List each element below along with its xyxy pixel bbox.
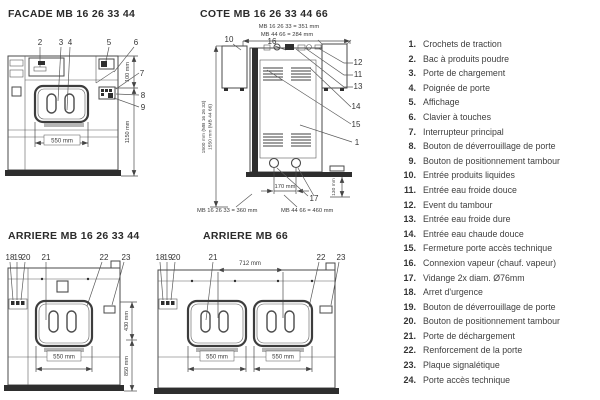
arriere-large-callout-20: 20: [171, 253, 181, 262]
legend-item-label: Event du tambour: [423, 199, 493, 210]
arriere-small-callout-21: 21: [41, 253, 51, 262]
legend-item: [398, 156, 598, 171]
arriere-large-door-spacing-text: 712 mm: [239, 261, 261, 267]
cote-top-dim-line2: MB 44 66 = 284 mm: [260, 32, 314, 38]
arriere-large-name-plate: [320, 306, 332, 313]
cote-bottom-dim-left: MB 16 26 33 = 360 mm: [197, 208, 258, 214]
legend-item: [398, 331, 598, 346]
legend-item-number: 14.: [403, 228, 416, 239]
legend-item: [398, 287, 598, 302]
legend-item-number: 10.: [403, 170, 416, 181]
legend-item: [398, 200, 598, 215]
cote-base-plinth: [246, 172, 352, 177]
legend-item-number: 19.: [403, 301, 416, 312]
facade-door-width-text: 550 mm: [51, 138, 73, 145]
legend-item-number: 15.: [403, 243, 416, 254]
facade-callout-5: 5: [106, 38, 112, 47]
arriere-large-callout-22: 22: [316, 253, 326, 262]
legend-item: [398, 302, 598, 317]
arriere-small-control-buttons: [9, 299, 27, 309]
facade-callout-3: 3: [58, 38, 64, 47]
arriere-small-door-width-text: 550 mm: [53, 354, 75, 361]
facade-control-buttons: [99, 87, 115, 99]
legend-item-label: Poignée de porte: [423, 82, 491, 93]
arriere-large-callout-21: 21: [208, 253, 218, 262]
cote-view-title: COTE MB 16 26 33 44 66: [200, 8, 328, 20]
legend-item-label: Vidange 2x diam. Ø76mm: [423, 272, 525, 283]
legend-item: [398, 97, 598, 112]
facade-base-plinth: [5, 170, 121, 176]
legend-item-number: 7.: [408, 126, 416, 137]
legend-item: [398, 68, 598, 83]
legend-item-label: Entrée produits liquides: [423, 170, 515, 181]
cote-right-leader-lines: [267, 48, 353, 142]
arriere-small-callout-22: 22: [99, 253, 109, 262]
cote-front-console: [318, 40, 351, 91]
facade-view-title: FACADE MB 16 26 33 44: [8, 8, 136, 20]
arriere-large-right-door-width-text: 550 mm: [272, 354, 294, 361]
legend-item-label: Porte de chargement: [423, 68, 506, 79]
legend-item: [398, 54, 598, 69]
arriere-large-view-drawing: [154, 253, 346, 394]
legend-item-number: 11.: [403, 184, 416, 195]
cote-callout-13: 13: [353, 82, 363, 91]
legend-item: [398, 39, 598, 54]
arriere-small-lower-height-text: 850 mm: [124, 356, 130, 376]
legend-item: [398, 345, 598, 360]
arriere-large-callout-19: 19: [163, 253, 173, 262]
cote-height-text2: 1550 mm (MB 44 66): [208, 104, 214, 150]
legend-item-label: Bouton de déverrouillage de porte: [423, 141, 556, 152]
legend-item: [398, 360, 598, 375]
facade-callout-7: 7: [139, 69, 145, 78]
cote-height-dimension: [201, 46, 228, 207]
arriere-large-control-buttons: [159, 299, 177, 309]
arriere-large-callout-23: 23: [336, 253, 346, 262]
legend-item-number: 8.: [408, 141, 416, 152]
facade-cabinet: [5, 56, 121, 176]
legend-item-label: Bouton de positionnement tambour: [423, 316, 560, 327]
legend-item-label: Plaque signalétique: [423, 360, 500, 371]
legend-item-number: 22.: [403, 345, 416, 356]
arriere-small-name-plate: [104, 306, 115, 313]
legend-item: [398, 170, 598, 185]
legend-item-label: Fermeture porte accès technique: [423, 243, 553, 254]
legend-item: [398, 83, 598, 98]
cote-drain-spacing-text: 170 mm: [274, 184, 296, 190]
cote-callout-16: 16: [267, 37, 277, 46]
legend-item-label: Clavier à touches: [423, 111, 491, 122]
cote-callout-12: 12: [353, 58, 363, 67]
legend-item-number: 23.: [403, 360, 416, 371]
cote-callout-10: 10: [224, 35, 234, 44]
legend-item-number: 1.: [408, 39, 416, 49]
cote-callout-14: 14: [351, 102, 361, 111]
legend-item-number: 2.: [408, 53, 416, 64]
arriere-small-unloading-door: [36, 301, 92, 352]
facade-callout-6: 6: [133, 38, 139, 47]
cote-callout-1: 1: [354, 138, 360, 147]
arriere-small-view-title: ARRIERE MB 16 26 33 44: [8, 230, 140, 242]
legend-item: [398, 127, 598, 142]
arriere-small-callout-23: 23: [121, 253, 131, 262]
legend-item-number: 6.: [408, 111, 416, 122]
arriere-large-base-plinth: [154, 388, 339, 394]
cote-barrier-flange: [252, 48, 258, 172]
legend-item-label: Porte de déchargement: [423, 330, 515, 341]
facade-loading-door: [35, 86, 88, 127]
legend-item: [398, 185, 598, 200]
cote-view-drawing: [197, 24, 363, 214]
legend-item: [398, 273, 598, 288]
facade-soap-dispenser: [29, 58, 64, 76]
facade-height-text: 1150 mm: [125, 120, 131, 144]
arriere-small-callout-18: 18: [5, 253, 15, 262]
legend-item-number: 9.: [408, 155, 416, 166]
legend-item: [398, 375, 598, 390]
legend-item-number: 16.: [403, 257, 416, 268]
legend-item-number: 4.: [408, 82, 416, 93]
cote-callout-17: 17: [309, 194, 319, 203]
facade-view-drawing: [5, 38, 146, 176]
legend-item-label: Bouton de déverrouillage de porte: [423, 301, 556, 312]
facade-callout-4: 4: [67, 38, 73, 47]
legend-item-number: 13.: [403, 214, 416, 225]
cote-callout-11: 11: [353, 70, 363, 79]
legend-item-label: Porte accès technique: [423, 374, 511, 385]
cote-drain-height-dimension: [330, 177, 350, 197]
legend-item-number: 3.: [408, 68, 416, 79]
arriere-large-left-door: [188, 301, 246, 352]
arriere-large-callout-18: 18: [155, 253, 165, 262]
parts-legend: [398, 39, 598, 389]
cote-top-dim-line1: MB 16 26 33 = 351 mm: [258, 24, 320, 30]
legend-item-label: Entrée eau froide douce: [423, 184, 517, 195]
cote-vent-grilles: [263, 68, 311, 146]
legend-item-label: Bac à produits poudre: [423, 53, 510, 64]
arriere-small-leader-lines: [10, 262, 124, 320]
arriere-large-view-title: ARRIERE MB 66: [203, 230, 288, 242]
legend-item-number: 5.: [408, 97, 416, 108]
legend-item-label: Entrée eau froide dure: [423, 214, 511, 225]
legend-item-label: Affichage: [423, 97, 460, 108]
facade-callout-8: 8: [140, 91, 146, 100]
legend-item-label: Connexion vapeur (chauf. vapeur): [423, 257, 557, 268]
facade-callout-9: 9: [140, 103, 146, 112]
cote-height-text1: 1500 mm (MB 16 26 33): [202, 100, 207, 154]
arriere-small-callout-20: 20: [21, 253, 31, 262]
arriere-small-callout-19: 19: [13, 253, 23, 262]
legend-item-number: 12.: [403, 199, 416, 210]
arriere-large-left-door-width-text: 550 mm: [206, 354, 228, 361]
arriere-small-cabinet: [4, 261, 124, 391]
arriere-small-height-dimensions: [120, 302, 137, 391]
facade-callout-2: 2: [37, 38, 43, 47]
arriere-small-upper-height-text: 430 mm: [124, 311, 130, 331]
facade-display-unit: [99, 59, 114, 69]
arriere-small-base-plinth: [4, 385, 124, 391]
legend-item-label: Bouton de positionnement tambour: [423, 155, 560, 166]
cote-main-body: [246, 48, 352, 177]
legend-item-number: 24.: [403, 374, 416, 385]
cote-drain-outlets: [270, 159, 301, 168]
legend-item: [398, 316, 598, 331]
legend-item-label: Renforcement de la porte: [423, 345, 523, 356]
cote-drain-height-text: 130 mm: [332, 178, 337, 196]
legend-item: [398, 214, 598, 229]
legend-item-label: Crochets de traction: [423, 39, 502, 49]
legend-item: [398, 112, 598, 127]
legend-item: [398, 229, 598, 244]
legend-item-number: 21.: [403, 330, 416, 341]
legend-item-number: 17.: [403, 272, 416, 283]
cote-bottom-dim-right: MB 44 66 = 460 mm: [281, 208, 334, 214]
legend-item-number: 20.: [403, 316, 416, 327]
legend-item-label: Interrupteur principal: [423, 126, 504, 137]
cote-rear-section: [222, 46, 247, 91]
legend-item-label: Arret d'urgence: [423, 287, 483, 298]
legend-item: [398, 141, 598, 156]
facade-panel-height-text: 100 mm: [125, 62, 131, 82]
legend-item: [398, 258, 598, 273]
legend-item-label: Entrée eau chaude douce: [423, 228, 524, 239]
arriere-small-view-drawing: [4, 253, 137, 391]
cote-callout-15: 15: [351, 120, 361, 129]
legend-item-number: 18.: [403, 287, 416, 298]
legend-item: [398, 243, 598, 258]
